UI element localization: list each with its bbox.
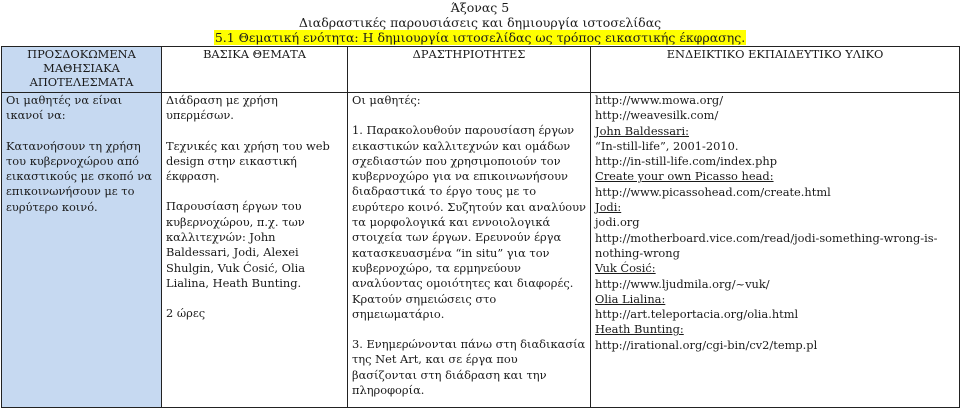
learning-outcomes-header: ΠΡΟΣΔΟΚΩΜΕΝΑ ΜΑΘΗΣΙΑΚΑ ΑΠΟΤΕΛΕΣΜΑΤΑ xyxy=(2,47,162,93)
link-item[interactable]: http://weavesilk.com/ xyxy=(595,108,719,123)
link-item[interactable]: http://in-still-life.com/index.php xyxy=(595,154,778,169)
outcomes-intro: Οι μαθητές να είναι ικανοί να: xyxy=(6,93,123,123)
educational-material-header: ΕΝΔΕΙΚΤΙΚΟ ΕΚΠΑΙΔΕΥΤΙΚΟ ΥΛΙΚΟ xyxy=(591,47,960,93)
activity-item: 1. Παρακολουθούν παρουσίαση έργων εικαστικών καλλιτεχνών και ομάδων σχεδιαστών που χρησιμοποιούν τον κυβερνοχώρο για να επικοινωνήσουν διαδραστικά το έργο τους με το ευρύτερο κοινό. Συζητούν και αναλύουν τα μορφολογικά και εννοιολογικά στοιχεία των έργων. Ερευνούν έργα κατασκευασμένα “in situ” για τον κυβερνοχώρο, τα ερμηνεύουν αναλύοντας ομοιότητες και διαφορές. Κρατούν σημειώσεις στο σημειωματάριο. xyxy=(352,123,586,321)
link-item[interactable]: http://www.ljudmila.org/~vuk/ xyxy=(595,276,770,291)
activity-item: 3. Ενημερώνονται πάνω στη διαδικασία της Net Art, και σε έργα που βασίζονται στη διάδραση και την πληροφορία. xyxy=(352,337,586,398)
material-label: John Baldessari: xyxy=(595,123,689,138)
topic-item: Διάδραση με χρήση υπερμέσων. xyxy=(166,93,278,123)
curriculum-table xyxy=(1,46,960,408)
activities-cell xyxy=(348,93,591,408)
link-item[interactable]: http://motherboard.vice.com/read/jodi-something-wrong-is-nothing-wrong xyxy=(595,230,938,260)
material-label: Heath Bunting: xyxy=(595,322,684,337)
link-item[interactable]: http://irational.org/cgi-bin/cv2/temp.pl xyxy=(595,337,818,352)
document-header xyxy=(0,0,960,45)
educational-material-cell xyxy=(591,93,960,408)
material-label: Create your own Picasso head: xyxy=(595,169,774,184)
basic-topics-header: ΒΑΣΙΚΑ ΘΕΜΑΤΑ xyxy=(162,47,348,93)
axis-title: Άξονας 5 xyxy=(450,0,510,15)
activities-intro: Οι μαθητές: xyxy=(352,93,421,107)
unit-title-text: 5.1 Θεματική ενότητα: Η δημιουργία ιστοσελίδας ως τρόπος εικαστικής έκφρασης. xyxy=(214,30,746,45)
table-header-row xyxy=(2,47,960,93)
link-item[interactable]: http://art.teleportacia.org/olia.html xyxy=(595,307,799,322)
axis-subtitle: Διαδραστικές παρουσιάσεις και δημιουργία ιστοσελίδας xyxy=(298,15,662,30)
link-item[interactable]: http://www.mowa.org/ xyxy=(595,93,724,107)
material-label: Jodi: xyxy=(595,200,622,215)
learning-outcomes-cell xyxy=(2,93,162,408)
material-title: “In-still-life”, 2001-2010. xyxy=(595,138,739,153)
outcome-item: Κατανοήσουν τη χρήση του κυβερνοχώρου από εικαστικούς με σκοπό να επικοινωνήσουν με το ευρύτερο κοινό. xyxy=(6,138,152,214)
table-row xyxy=(2,93,960,408)
duration-text: 2 ώρες xyxy=(166,306,206,321)
unit-title xyxy=(0,30,960,45)
link-item[interactable]: jodi.org xyxy=(595,215,640,230)
link-item[interactable]: http://www.picassohead.com/create.html xyxy=(595,184,831,199)
basic-topics-cell xyxy=(162,93,348,408)
topic-item: Παρουσίαση έργων του κυβερνοχώρου, π.χ. των καλλιτεχνών: John Baldessari, Jodi, Alexei Shulgin, Vuk Ćosić, Olia Lialina, Heath Bunting. xyxy=(166,199,306,290)
material-label: Vuk Ćosić: xyxy=(595,261,656,276)
activities-header: ΔΡΑΣΤΗΡΙΟΤΗΤΕΣ xyxy=(348,47,591,93)
topic-item: Τεχνικές και χρήση του web design στην εικαστική έκφραση. xyxy=(166,138,330,184)
material-label: Olia Lialina: xyxy=(595,291,666,306)
